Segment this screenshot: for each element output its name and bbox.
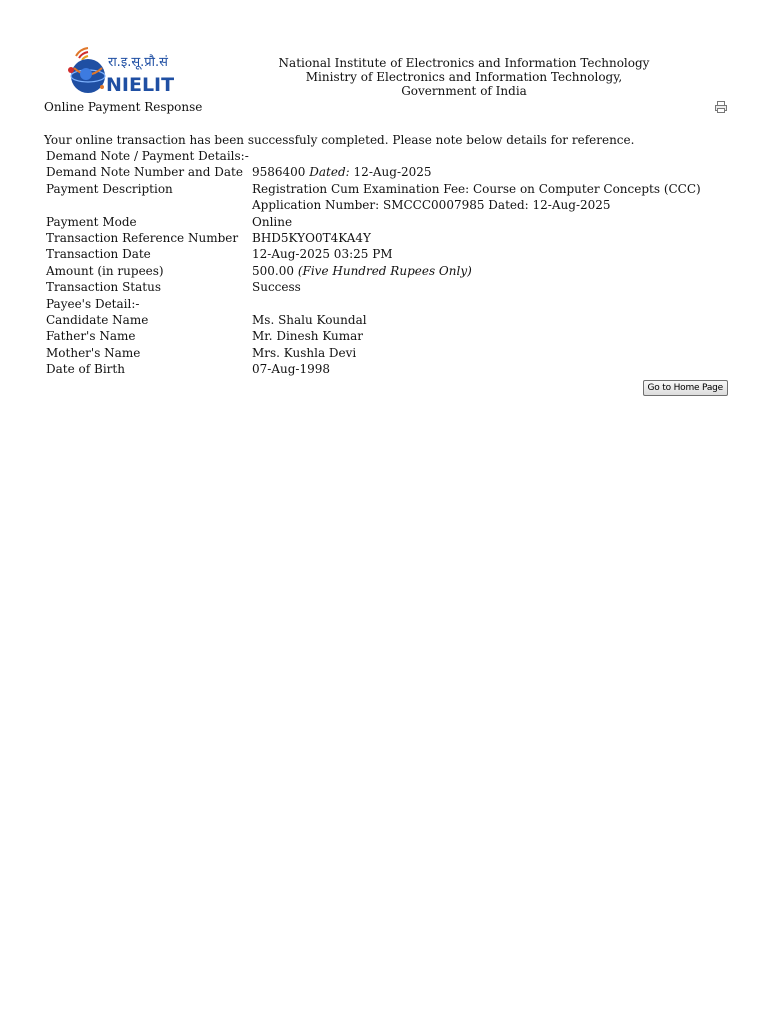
printer-icon[interactable] (714, 100, 728, 114)
date-of-birth-value: 07-Aug-1998 (252, 362, 330, 377)
table-row (44, 246, 728, 262)
payment-description-cell (250, 181, 728, 214)
demand-note-number-cell (250, 164, 728, 180)
table-row (44, 279, 728, 295)
table-row (44, 230, 728, 246)
table-row (44, 312, 728, 328)
table-row (44, 214, 728, 230)
go-to-home-page-button[interactable]: Go to Home Page (643, 380, 728, 396)
demand-note-date-value: 12-Aug-2025 (353, 165, 432, 180)
payment-details-table (44, 148, 728, 378)
page-title: Online Payment Response (44, 100, 203, 114)
table-row (44, 345, 728, 361)
table-row (44, 361, 728, 377)
transaction-date-label: Transaction Date (46, 247, 151, 262)
table-row (44, 181, 728, 214)
logo-hindi-text: रा.इ.सू.प्रौ.सं (108, 55, 168, 70)
payment-description-label: Payment Description (46, 181, 173, 196)
transaction-ref-value: BHD5KYO0T4KA4Y (252, 231, 371, 246)
table-row (44, 328, 728, 344)
father-name-label: Father's Name (46, 329, 136, 344)
amount-label: Amount (in rupees) (46, 263, 164, 278)
success-message: Your online transaction has been successfuly completed. Please note below details for reference. (44, 133, 635, 147)
ministry-name: Ministry of Electronics and Information Technology, Government of India (305, 70, 623, 98)
payment-response-page (44, 44, 728, 400)
payment-mode-label: Payment Mode (46, 214, 137, 229)
demand-note-section-label: Demand Note / Payment Details:- (46, 149, 249, 163)
transaction-ref-label: Transaction Reference Number (46, 231, 239, 246)
table-row (44, 263, 728, 279)
logo-brand-text: NIELIT (106, 74, 175, 96)
demand-note-number-label: Demand Note Number and Date (46, 165, 243, 180)
amount-in-words: (Five Hundred Rupees Only) (297, 263, 472, 278)
payment-description-line2: Application Number: SMCCC0007985 Dated: 12-Aug-2025 (252, 198, 611, 213)
mother-name-label: Mother's Name (46, 345, 141, 360)
payment-description-line1: Registration Cum Examination Fee: Course on Computer Concepts (CCC) (252, 181, 701, 196)
amount-cell (250, 263, 728, 279)
organization-name-block (268, 56, 660, 98)
father-name-value: Mr. Dinesh Kumar (252, 329, 364, 344)
payment-mode-value: Online (252, 214, 293, 229)
date-of-birth-label: Date of Birth (46, 362, 125, 377)
org-name: National Institute of Electronics and Information Technology (278, 56, 650, 70)
page-header (44, 44, 728, 100)
title-row (44, 100, 728, 120)
table-row (44, 296, 728, 312)
action-row (44, 380, 728, 400)
demand-note-number-value: 9586400 (252, 165, 306, 180)
payee-section-label: Payee's Detail:- (46, 296, 140, 311)
candidate-name-label: Candidate Name (46, 313, 149, 328)
table-row (44, 148, 728, 164)
dated-label: Dated: (309, 165, 350, 180)
transaction-date-value: 12-Aug-2025 03:25 PM (252, 247, 393, 262)
transaction-status-value: Success (252, 280, 301, 295)
table-row (44, 164, 728, 180)
nielit-logo (66, 46, 182, 96)
candidate-name-value: Ms. Shalu Koundal (252, 313, 367, 328)
transaction-status-label: Transaction Status (46, 280, 161, 295)
mother-name-value: Mrs. Kushla Devi (252, 345, 357, 360)
amount-value: 500.00 (252, 263, 294, 278)
